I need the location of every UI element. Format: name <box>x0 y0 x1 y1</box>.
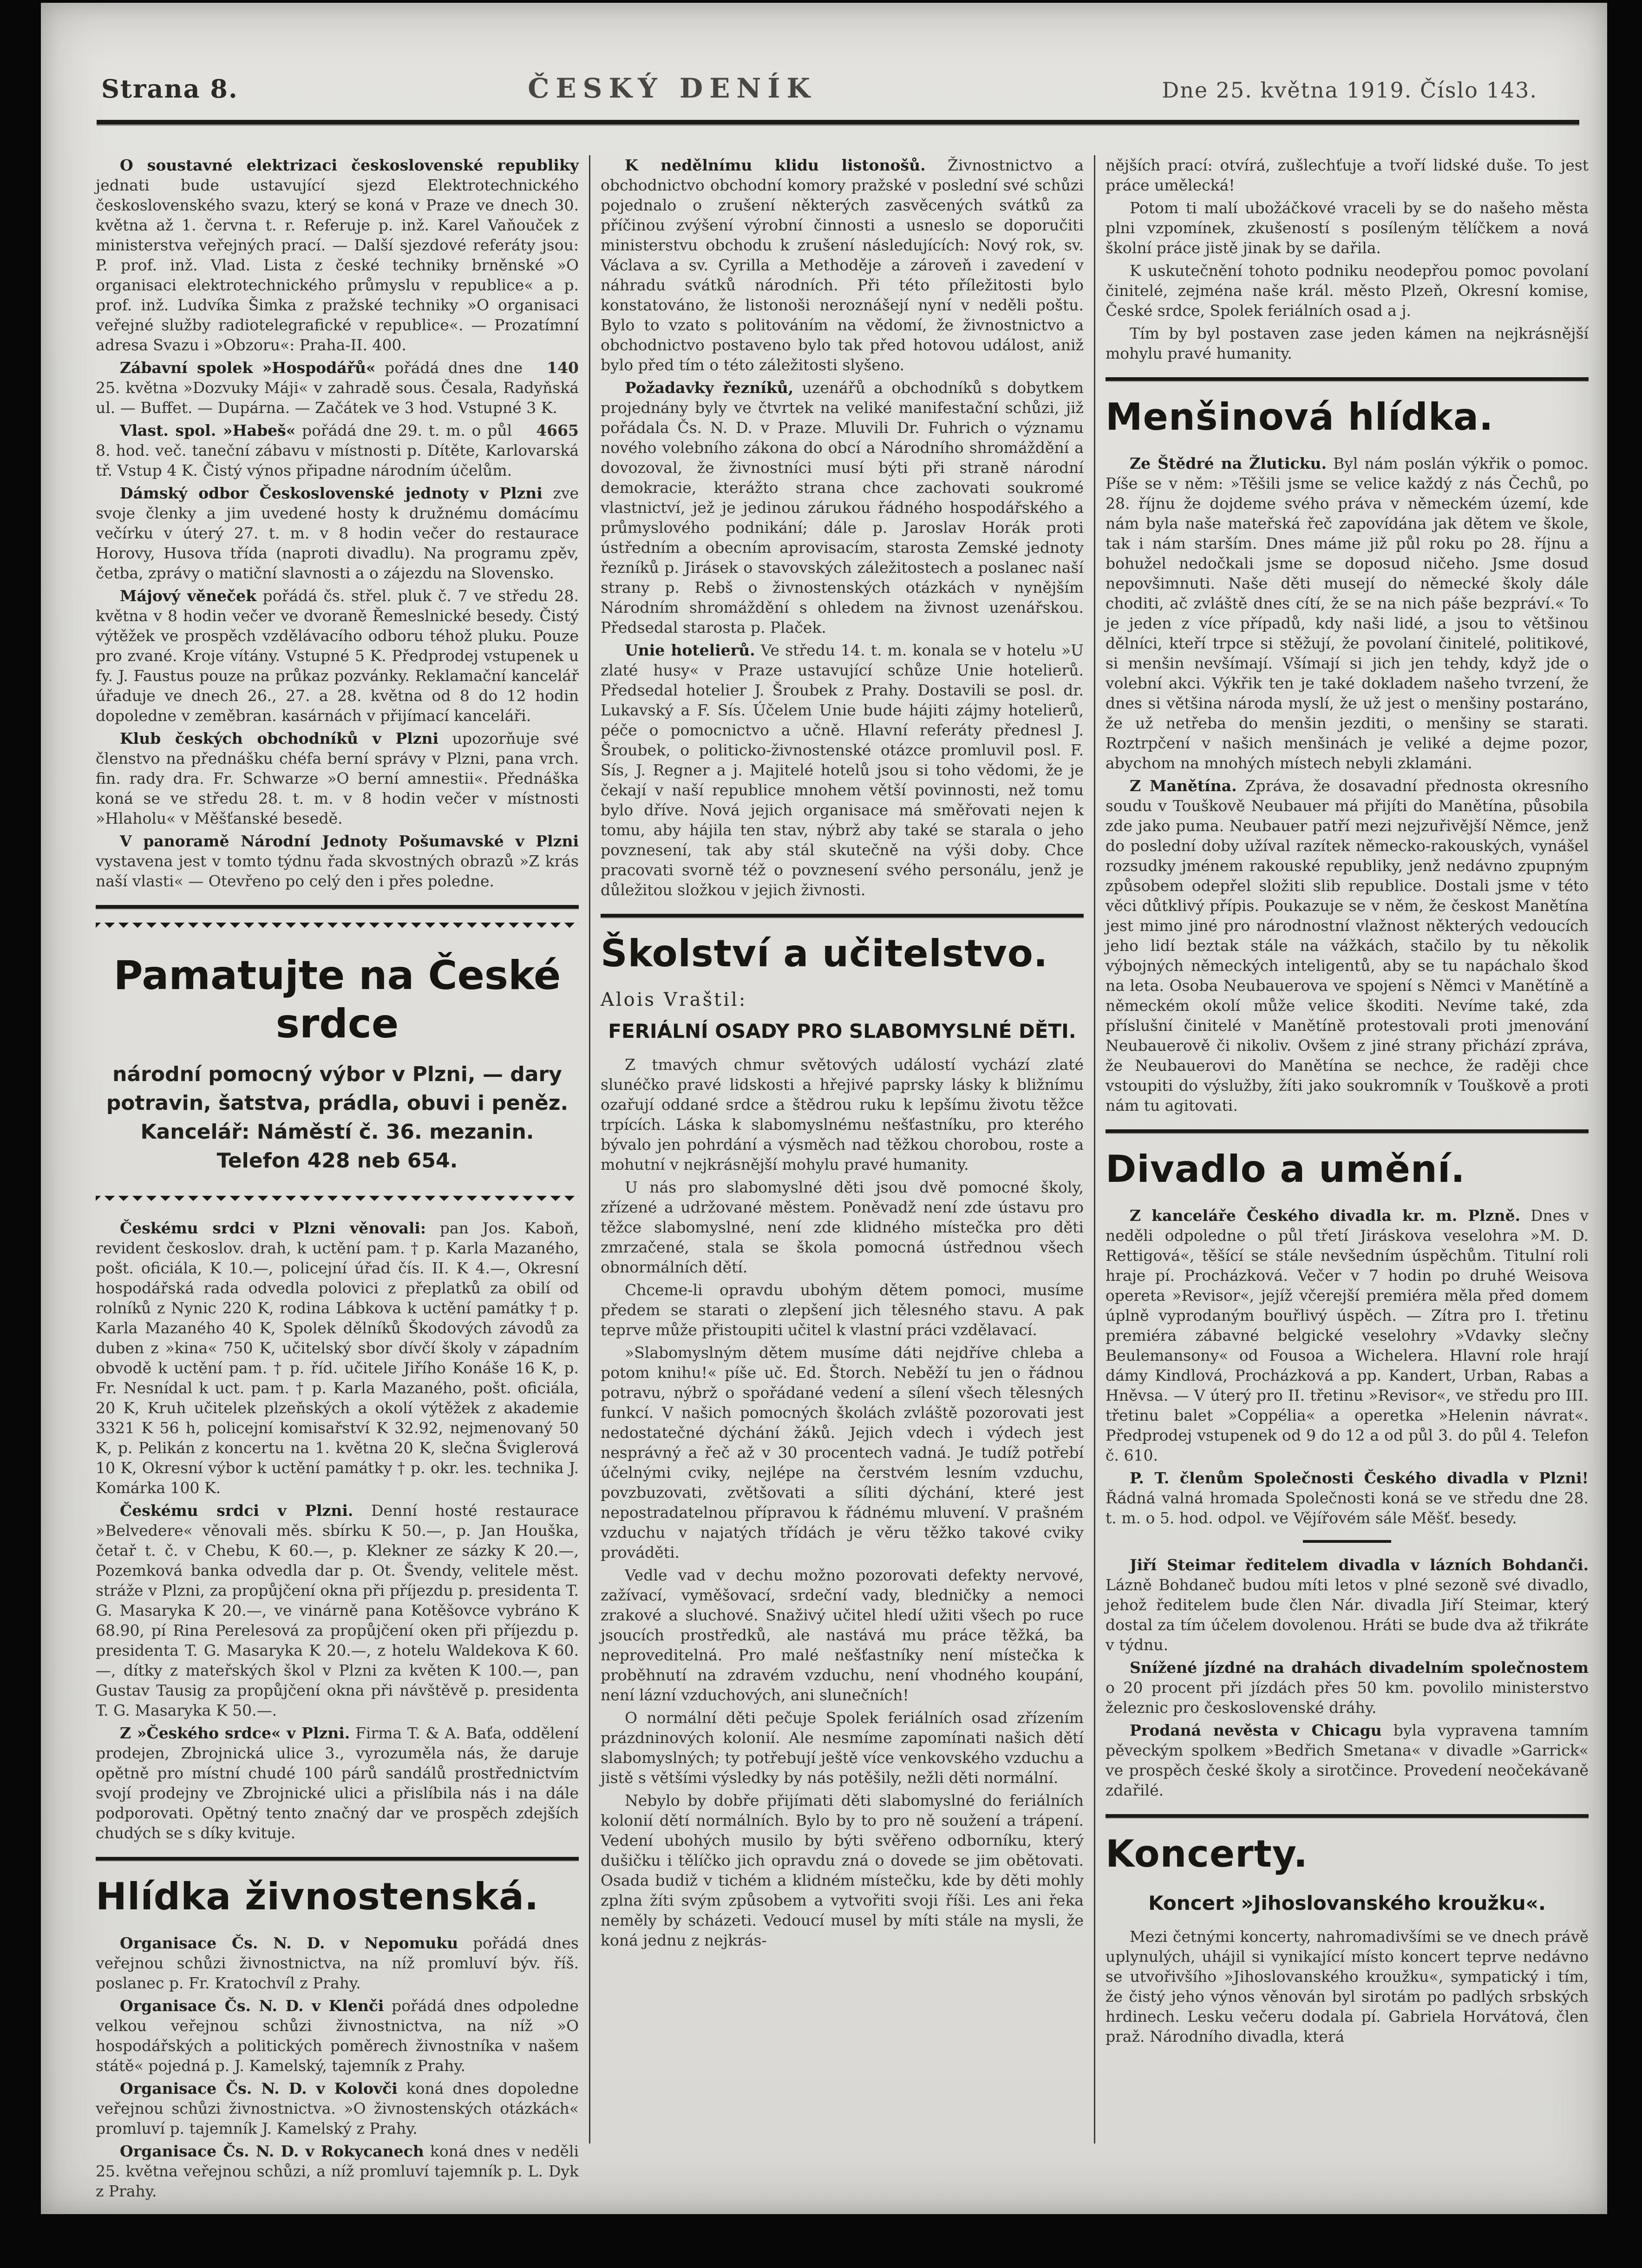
paragraph-lead: Organisace Čs. N. D. v Nepomuku <box>120 1934 458 1952</box>
paragraph-lead: Z Manětína. <box>1130 777 1237 795</box>
column-divider <box>589 155 590 2143</box>
scan-border-top <box>0 0 1642 3</box>
newspaper-title: ČESKÝ DENÍK <box>528 72 817 104</box>
ad-line: Kancelář: Náměstí č. 36. mezanin. <box>140 1120 534 1144</box>
article-paragraph: Z Manětína. Zpráva, že dosavadní přednosta okresního soudu v Touškově Neubauer má přijíti do Manětína, působila zde jako puma. Neubauer patří mezi nejzuřivější Němce, jenž do poslední doby užíval razítek německo-rakouských, vynášel rozsudky jménem rakouské republiky, jenž nedávno zpupným způsobem odepřel složiti slib republice. Dostali jsme v této věci důtklivý přípis. Poukazuje se v něm, že českost Manětína jest mimo jiné pro národnostní vlažnost některých vedoucích jeho lidí beztak stále na vážkách, stačilo by tu několik výbojných německých inteligentů, aby se tu napáchalo škod na leta. Osoba Neubauerova ve spojení s Němci v Manětíně a německém okolí může velice škoditi. Nevíme také, zda příslušní činitelé v Manětíně protestovali proti jmenování Neubauerově či nikoliv. Ovšem z jiné strany přichází zpráva, že Neubauerovi do Manětína se nechce, že raději chce vstoupiti do výslužby, žíti jako soukromník v Touškově a proti nám tu agitovati. <box>1106 777 1589 1114</box>
paragraph-lead: Snížené jízdné na drahách divadelním společnostem <box>1130 1658 1589 1677</box>
section-divider-rule <box>96 905 579 909</box>
article-paragraph: Klub českých obchodníků v Plzni upozorňuje své členstvo na přednášku chéfa berní správy v Plzni, pana vrch. fin. rady dra. Fr. Schwarze »O berní amnestii«. Přednáška koná se ve středu 28. t. m. v 8 hodin večer v místnosti »Hlaholu« v Měšťanské besedě. <box>96 729 579 827</box>
section-divider-rule <box>601 914 1084 918</box>
paragraph-lead: Organisace Čs. N. D. v Kolovči <box>120 2079 398 2098</box>
section-heading: Divadlo a umění. <box>1106 1147 1465 1191</box>
masthead-rule <box>97 120 1579 125</box>
decorative-wavy-rule <box>96 1196 579 1206</box>
paragraph-lead: O soustavné elektrizaci československé republiky <box>120 156 579 174</box>
article-paragraph: »Slabomyslným dětem musíme dáti nejdříve chleba a potom knihu!« píše uč. Ed. Štorch. Neběží tu jen o řádnou potravu, nýbrž o spořádané vedení a sílení všech tělesných funkcí. V našich pomocných školách zvláště pozorovati jest nedostatečné dýchání žáků. Jejich vdech i výdech jest nesprávný a řeč až v 30 procentech vadná. Je tudíž potřebí účelnými cviky, nejlépe na čerstvém lesním vzduchu, povzbuzovati, zvětšovati a síliti dýchání, které jest nepostradatelnou přípravou k řádnému mluvení. V prašném vzduchu v najatých třídách je věru těžko takové cviky prováděti. <box>601 1344 1084 1561</box>
article-subheading: Koncert »Jihoslovanského kroužku«. <box>1148 1892 1546 1914</box>
article-paragraph: K nedělnímu klidu listonošů. Živnostnictvo a obchodnictvo obchodní komory pražské v poslední své schůzi pojednalo o zrušení některých zasvěcených svátků za příčinou zvýšení výrobní činnosti a usneslo se doporučiti ministerstvu obchodu k zrušení následujících: Nový rok, sv. Václava a sv. Cyrilla a Methoděje a zároveň i zavedení v náhradu svátků národních. Při této příležitosti bylo konstatováno, že listonoši neroznášejí nyní v neděli poštu. Bylo to vzato s politováním na vědomí, že živnostnictvo a obchodnictvo postaveno bylo tak před hotovou událost, aniž bylo před tím o této záležitosti slyšeno. <box>601 156 1084 374</box>
article-paragraph: Chceme-li opravdu ubohým dětem pomoci, musíme předem se starati o zlepšení jich tělesného stavu. A pak teprve může přistoupiti učitel k vlastní práci vzdělavací. <box>601 1281 1084 1339</box>
article-paragraph: Prodaná nevěsta v Chicagu byla vypravena tamním pěveckým spolkem »Bedřich Smetana« v divadle »Garrick« ve prospěch české školy a sirotčince. Provedení neočekávaně zdařilé. <box>1106 1721 1589 1799</box>
decorative-wavy-rule <box>96 923 579 933</box>
scan-border-left <box>0 0 41 2268</box>
article-paragraph: Mezi četnými koncerty, nahromadivšími se ve dnech právě uplynulých, uhájil si vynikající místo koncert teprve nedávno se utvořivšího »Jihoslovanského kroužku«, sympatický i tím, že čistý jeho výnos věnován byl sirotám po padlých srbských hrdinech. Lesku večeru dodala pí. Gabriela Horvátová, člen praž. Národního divadla, která <box>1106 1927 1589 2045</box>
column-divider <box>1094 155 1095 2143</box>
article-paragraph: Organisace Čs. N. D. v Nepomuku pořádá dnes veřejnou schůzi živnostnictva, na níž promluví býv. říš. poslanec p. Fr. Kratochvíl z Prahy. <box>96 1934 579 1992</box>
paragraph-lead: Ze Štědré na Žluticku. <box>1130 454 1327 472</box>
scan-border-right <box>1607 0 1642 2268</box>
article-paragraph: U nás pro slabomyslné děti jsou dvě pomocné školy, zřízené a udržované městem. Poněvadž není zde ústavu pro těžce slabomyslné, není zde klidného místečka pro děti zmrzačené, stala se škola pomocná ústřednou všech obnormálních dětí. <box>601 1178 1084 1276</box>
page-number-label: Strana 8. <box>101 74 238 104</box>
scan-border-bottom <box>0 2214 1642 2268</box>
paragraph-lead: Organisace Čs. N. D. v Klenči <box>120 1997 384 2015</box>
article-paragraph: Organisace Čs. N. D. v Klenči pořádá dnes odpoledne velkou veřejnou schůzi živnostnictva, na níž »O hospodářských a politických poměrech živnostníka v našem státě« pojedná p. J. Kamelský, tajemník z Prahy. <box>96 1997 579 2075</box>
paragraph-lead: Prodaná nevěsta v Chicagu <box>1130 1721 1382 1739</box>
article-paragraph: Nebylo by dobře přijímati děti slabomyslné do feriálních kolonií dětí normálních. Bylo by to pro ně soužení a trápení. Vedení ubohých musilo by býti svěřeno odborníku, který dušičku i tělíčko jich opravdu zná o dovede se jim obětovati. Osada budiž v tichém a klidném místečku, kde by děti mohly zplna žíti svým způsobem a vytvořiti svoji říši. Les ani řeka neměly by scházeti. Vedoucí musel by míti stále na mysli, že koná jednu z nejkrás- <box>601 1791 1084 1949</box>
article-subheading: FERIÁLNÍ OSADY PRO SLABOMYSLNÉ DĚTI. <box>608 1020 1076 1042</box>
paragraph-lead: Zábavní spolek »Hospodářů« <box>120 359 376 377</box>
article-paragraph: Snížené jízdné na drahách divadelním společnostem o 20 procent při jízdách přes 50 km. povolilo ministerstvo železnic pro československé dráhy. <box>1106 1658 1589 1717</box>
article-paragraph: Jiří Steimar ředitelem divadla v lázních Bohdanči. Lázně Bohdaneč budou míti letos v plné sezoně své divadlo, jehož ředitelem bude člen Nár. divadla Jiří Steimar, který dostal za tím účelem dovolenou. Hráti se bude dva až třikráte v týdnu. <box>1106 1556 1589 1654</box>
column-middle <box>601 155 1084 2190</box>
paragraph-lead: Vlast. spol. »Habeš« <box>120 421 296 439</box>
paragraph-end-divider <box>1303 1540 1391 1543</box>
date-issue-label: Dne 25. května 1919. Číslo 143. <box>1162 78 1537 103</box>
ceske-srdce-ad <box>96 945 579 1184</box>
paragraph-lead: K nedělnímu klidu listonošů. <box>625 156 926 174</box>
article-paragraph: Ze Štědré na Žluticku. Byl nám poslán výkřik o pomoc. Píše se v něm: »Těšili jsme se velice každý z nás Čechů, po 28. říjnu že dojdeme svého práva v německém území, kde nám byla naše mateřská řeč zapovídána jak dětem ve škole, tak i nám starším. Dnes máme již půl roku po 28. říjnu a bohužel nedočkali jsme se doposud ničeho. Jsme dosud nepovšimnuti. Naše děti musejí do německé školy dále choditi, ač zvláště dnes cítí, že se na nich páše bezpráví.« To je jeden z více případů, kdy naši lidé, a jsou to většinou dělníci, kteří trpce si stěžují, že povolaní činitelé, politikové, si menšin nevšímají. Všímají si jich jen tehdy, když jde o volební akci. Výkřik ten je také dokladem našeho tvrzení, že dnes si většina národa myslí, že už jest o menšiny postaráno, že už netřeba do menšin jezditi, o menšiny se starati. Roztrpčení v našich menšinách je veliké a dejme pozor, abychom na mnohých místech nebyli zklamáni. <box>1106 454 1589 772</box>
article-paragraph: Organisace Čs. N. D. v Rokycanech koná dnes v neděli 25. května veřejnou schůzi, a níž promluví tajemník p. L. Dyk z Prahy. <box>96 2142 579 2200</box>
paragraph-lead: P. T. členům Společnosti Českého divadla v Plzni! <box>1130 1469 1589 1487</box>
section-heading: Menšinová hlídka. <box>1106 395 1494 439</box>
article-paragraph: K uskutečnění tohoto podniku neodepřou pomoc povolaní činitelé, zejména naše král. město Plzeň, Okresní komise, České srdce, Spolek feriálních osad a j. <box>1106 262 1589 320</box>
article-paragraph: Organisace Čs. N. D. v Kolovči koná dnes dopoledne veřejnou schůzi živnostnictva. »O živnostenských otázkách« promluví p. tajemník J. Kamelský z Prahy. <box>96 2079 579 2137</box>
paragraph-lead: Májový věneček <box>120 587 256 605</box>
section-heading: Koncerty. <box>1106 1832 1308 1875</box>
paragraph-ref-number: 4665 <box>536 421 579 439</box>
paragraph-ref-number: 140 <box>547 359 579 377</box>
article-paragraph: nějších prací: otvírá, zušlechťuje a tvoří lidské duše. To jest práce umělecká! <box>1106 156 1589 194</box>
article-paragraph: Unie hotelierů. Ve středu 14. t. m. konala se v hotelu »U zlaté husy« v Praze ustavující schůze Unie hotelierů. Předsedal hotelier J. Šroubek z Prahy. Dostavili se posl. dr. Lukavský a F. Sís. Účelem Unie bude hájiti zájmy hotelierů, péče o pomocnictvo a učně. Hlavní referáty přednesl J. Šroubek, o politicko-živnostenské otázce promluvil posl. F. Sís, J. Regner a j. Majitelé hotelů jsou si toho vědomi, že je čekají v naší republice mnohem větší povinnosti, než tomu bylo dříve. Nová jejich organisace má směřovati nejen k tomu, aby hájila ten stav, nýbrž aby také se starala o jeho povznesení, tak aby stál skutečně na výši doby. Chce pracovati svorně též o povznesení svého personálu, jenž je důležitou složkou v jejich živnosti. <box>601 641 1084 899</box>
section-divider-rule <box>96 1857 579 1861</box>
article-paragraph: Tím by byl postaven zase jeden kámen na nejkrásnější mohylu pravé humanity. <box>1106 324 1589 362</box>
paragraph-lead: Z »Českého srdce« v Plzni. <box>120 1724 350 1742</box>
article-paragraph: Potom ti malí ubožáčkové vraceli by se do našeho města plni vzpomínek, zkušeností s posíleným tělíčkem a nová školní práce jistě jinak by se dařila. <box>1106 199 1589 257</box>
paragraph-lead: Požadavky řezníků, <box>625 379 794 397</box>
article-paragraph: P. T. členům Společnosti Českého divadla v Plzni! Řádná valná hromada Společnosti koná se ve středu dne 28. t. m. o 5. hod. odpol. ve Vějířovém sále Měšť. besedy. <box>1106 1469 1589 1527</box>
column-right <box>1106 155 1589 2190</box>
masthead <box>41 3 1607 104</box>
paragraph-lead: Českému srdci v Plzni. <box>120 1501 353 1520</box>
paragraph-lead: V panoramě Národní Jednoty Pošumavské v Plzni <box>120 832 579 850</box>
article-byline: Alois Vraštil: <box>601 989 747 1010</box>
section-divider-rule <box>1106 1129 1589 1133</box>
article-paragraph: Dámský odbor Československé jednoty v Plzni zve svoje členky a jim uvedené hosty k družnému domácímu večírku v úterý 27. t. m. v 8 hodin večer do restaurace Horovy, Husova třída (naproti divadlu). Na programu zpěv, četba, zprávy o matiční slavnosti a o zájezdu na Slovensko. <box>96 484 579 582</box>
ad-line: potravin, šatstva, prádla, obuvi i peněz. <box>106 1091 569 1115</box>
paragraph-lead: Jiří Steimar ředitelem divadla v lázních Bohdanči. <box>1130 1556 1589 1574</box>
article-paragraph: Májový věneček pořádá čs. střel. pluk č. 7 ve středu 28. května v 8 hodin večer ve dvoraně Řemeslnické besedy. Čistý výtěžek ve prospěch vzdělávacího odboru téhož pluku. Pouze pro zvané. Kroje vítány. Vstupné 5 K. Předprodej vstupenek u fy. J. Faustus pouze na průkaz pozvánky. Reklamační kancelář úřaduje ve dnech 26., 27. a 28. května od 8 do 12 hodin dopoledne v zeměbran. kasárnách v přijímací kanceláři. <box>96 587 579 725</box>
paragraph-lead: Českému srdci v Plzni věnovali: <box>120 1219 426 1237</box>
article-paragraph: Vlast. spol. »Habeš« 4665 pořádá dne 29. t. m. o půl 8. hod. več. taneční zábavu v místnosti p. Dítěte, Karlovarská tř. Vstup 4 K. Čistý výnos připadne národním účelům. <box>96 421 579 479</box>
article-paragraph: Zábavní spolek »Hospodářů« 140 pořádá dnes dne 25. května »Dozvuky Máji« v zahradě sous. Česala, Radyňská ul. — Buffet. — Dupárna. — Začátek ve 3 hod. Vstupné 3 K. <box>96 359 579 417</box>
section-heading: Školství a učitelstvo. <box>601 932 1048 975</box>
paragraph-lead: Klub českých obchodníků v Plzni <box>120 729 439 747</box>
newspaper-page <box>41 3 1607 2214</box>
column-left <box>96 155 579 2200</box>
article-paragraph: Vedle vad v dechu možno pozorovati defekty nervové, zažívací, vyměšovací, srdeční vady, bledničky a nemoci zrakové a sluchové. Snaživý učitel hledí užiti všech po ruce jsoucích prostředků, ale nastává mu práce těžká, ba neproveditelná. Pro malé nešťastníky není místečka k proběhnutí na zdravém vzduchu, není vhodného koupání, není lázní vzduchových, ani slunečních! <box>601 1566 1084 1704</box>
ad-title: Pamatujte na České srdce <box>113 952 561 1047</box>
section-heading: Hlídka živnostenská. <box>96 1875 539 1918</box>
section-divider-rule <box>1106 1814 1589 1818</box>
article-paragraph: Z »Českého srdce« v Plzni. Firma T. & A. Baťa, oddělení prodejen, Zbrojnická ulice 3., vyrozuměla nás, že daruje opětně pro místní chudé 100 párů sandálů prostřednictvím svojí prodejny ve Zbrojnické ulici a přislíbila nás i na dále podporovati. Opětný tento značný dar ve prospěch zdejších chudých se s díky kvituje. <box>96 1724 579 1842</box>
paragraph-lead: Unie hotelierů. <box>625 641 755 659</box>
paragraph-lead: Dámský odbor Československé jednoty v Plzni <box>120 484 543 502</box>
paragraph-lead: Organisace Čs. N. D. v Rokycanech <box>120 2142 424 2160</box>
section-divider-rule <box>1106 377 1589 381</box>
article-paragraph: Z kanceláře Českého divadla kr. m. Plzně. Dnes v neděli odpoledne o půl třetí Jiráskova veselohra »M. D. Rettigová«, těšící se stále nevšedním úspěchům. Titulní roli hraje pí. Procházková. Večer v 7 hodin po druhé Weisova opereta »Revisor«, jejíž včerejší premiéra měla před domem úplně vyprodaným bouřlivý úspěch. — Zítra pro I. třetinu premiéra zábavné belgické veselohry »Vdavky slečny Beulemansony« od Fousoa a Wichelera. Hlavní role hrají dámy Kindlová, Procházková a pp. Kandert, Urban, Rabas a Hněvsa. — V úterý pro II. třetinu »Revisor«, ve středu pro III. třetinu balet »Coppélia« a operetka »Helenin návrat«. Předprodej vstupenek od 9 do 12 a od půl 3. do půl 4. Telefon č. 610. <box>1106 1206 1589 1464</box>
article-paragraph: O soustavné elektrizaci československé republiky jednati bude ustavující sjezd Elektrotechnického československého svazu, který se koná v Praze ve dnech 30. května až 1. června t. r. Referuje p. inž. Karel Vaňouček z ministerstva veřejných prací. — Další sjezdové referáty jsou: P. prof. inž. Vlad. Lista z české techniky brněnské »O organisaci elektrotechnického průmyslu v republice« a p. prof. inž. Ludvíka Šimka z pražské techniky »O organisaci veřejné služby radiotelegrafické v republice«. — Prozatímní adresa Svazu i »Obzoru«: Praha-II. 400. <box>96 156 579 354</box>
page-content <box>41 125 1607 2200</box>
article-paragraph: Českému srdci v Plzni věnovali: pan Jos. Kaboň, revident českoslov. drah, k uctění pam. † p. Karla Mazaného, pošt. oficiála, K 10.—, policejní úřad čís. II. K 4.—, Okresní hospodářská rada odvedla polovici z přeplatků za obilí od rolníků z Nynic 220 K, rodina Lábkova k uctění památky † p. Karla Mazaného 40 K, Spolek dělníků Škodových závodů za duben z »kina« 750 K, učitelský sbor dívčí školy v západním obvodě k uctění pam. † p. říd. učitele Jiřího Konáše 16 K, p. Fr. Nesnídal k uct. pam. † p. Karla Mazaného, pošt. oficiála, 20 K, Kruh učitelek plzeňských a okolí výtěžek z akademie 3321 K 56 h, policejní komisařství K 32.92, nejmenovaný 50 K, p. Pelikán z koncertu na 1. května 20 K, slečna Šviglerová 10 K, Okresní výbor k uctění památky † p. okr. les. technika J. Komárka 100 K. <box>96 1219 579 1497</box>
article-paragraph: O normální děti pečuje Spolek feriálních osad zřízením prázdninových kolonií. Ale nesmíme zapomínati našich dětí slabomyslných; ty potřebují ještě více venkovského vzduchu a jistě s většími výsledky by nás potěšily, nežli děti normální. <box>601 1709 1084 1787</box>
ad-line: národní pomocný výbor v Plzni, — dary <box>112 1062 562 1086</box>
article-paragraph: Požadavky řezníků, uzenářů a obchodníků s dobytkem projednány byly ve čtvrtek na veliké manifestační schůzi, již pořádala Čs. N. D. v Praze. Mluvili Dr. Fuhrich o významu nového volebního zákona do obcí a Národního shromáždění a dovozoval, že živnostníci musí býti při straně národní demokracie, kterážto strana chce zachovati soukromé vlastnictví, jež je jedinou zárukou řádného hospodářského a průmyslového podnikání; dále p. Jaroslav Horák proti ústředním a obecním aprovisacím, starosta Zemské jednoty řezníků p. Jirásek o stavovských záležitostech a poslanec naší strany p. Rebš o živnostenských otázkách v nynějším Národním shromáždění s ohledem na živnost uzenářskou. Předsedal starosta p. Plaček. <box>601 379 1084 636</box>
article-paragraph: Z tmavých chmur světových událostí vychází zlaté slunéčko pravé lidskosti a hřejivé paprsky lásky k bližnímu ozařují oddané srdce a štědrou ruku k lepšímu životu těžce trpících. Láska k slabomyslnému nešťastníku, pro kterého bývalo jen pohrdání a výsměch nad těžkou chorobou, roste a mohutní v nejkrásnější mohylu pravé humanity. <box>601 1055 1084 1173</box>
article-paragraph: Českému srdci v Plzni. Denní hosté restaurace »Belvedere« věnovali měs. sbírku K 50.—, p. Jan Houška, četař t. č. v Chebu, K 60.—, p. Klekner ze sázky K 20.—, Pozemková banka odvedla dar p. Ot. Švendy, velitele měst. stráže v Plzni, za propůjčení okna při příjezdu p. presidenta T. G. Masaryka K 20.—, ve vinárně pana Kotěšovce vybráno K 68.90, pí Rina Perelesová za propůjčení oken při příjezdu p. presidenta T. G. Masaryka K 20.—, z hotelu Waldekova K 60.—, dítky z mateřských škol v Plzni za květen K 100.—, pan Gustav Tausig za propůjčení okna při návštěvě p. presidenta T. G. Masaryka K 50.—. <box>96 1501 579 1719</box>
article-paragraph: V panoramě Národní Jednoty Pošumavské v Plzni vystavena jest v tomto týdnu řada skvostných obrazů »Z krás naší vlasti« — Otevřeno po celý den i přes poledne. <box>96 832 579 890</box>
paragraph-lead: Z kanceláře Českého divadla kr. m. Plzně. <box>1130 1206 1520 1225</box>
ad-line: Telefon 428 neb 654. <box>216 1149 458 1173</box>
